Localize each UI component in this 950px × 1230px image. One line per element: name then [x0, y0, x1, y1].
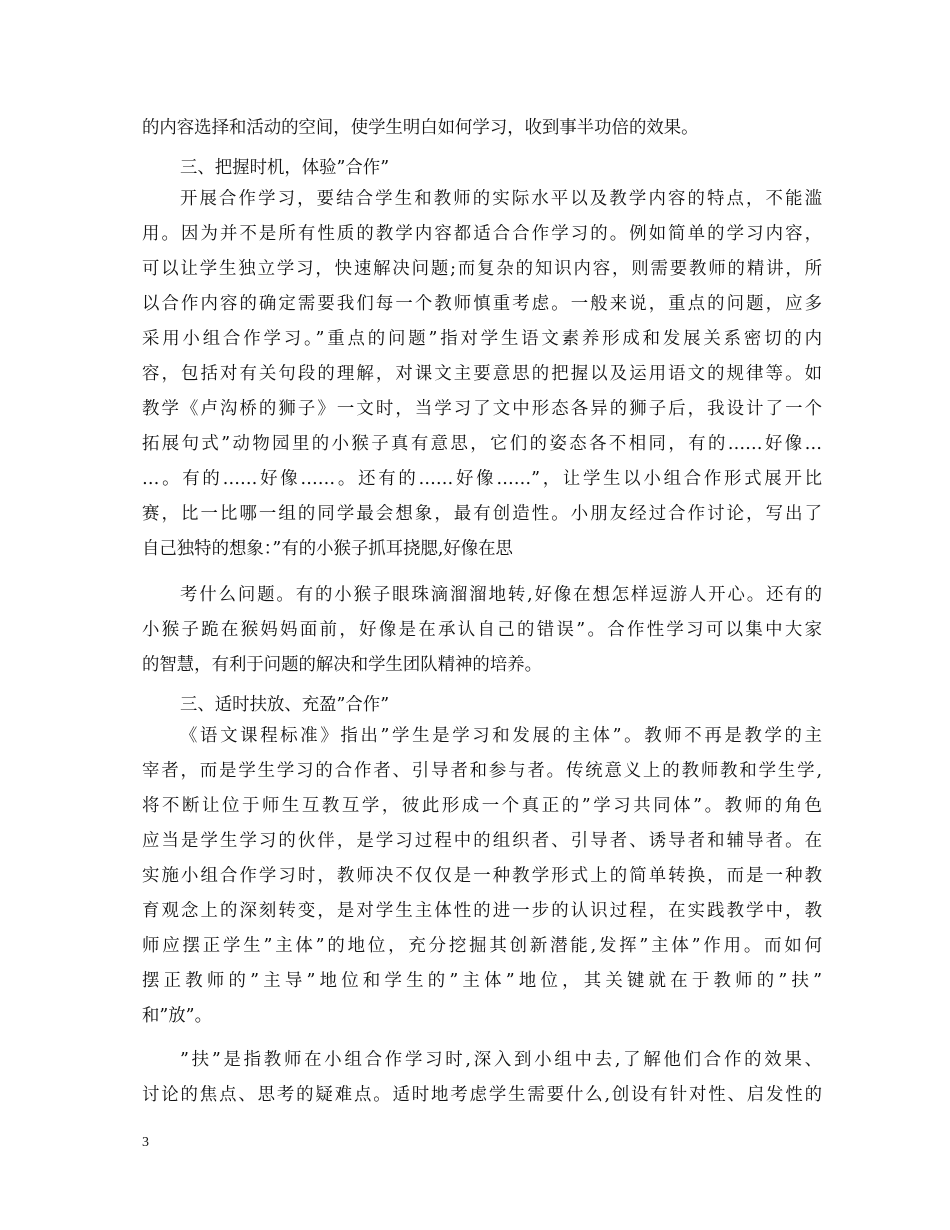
text-line: 拓展句式”动物园里的小猴子真有意思，它们的姿态各不相同，有的……好像…	[142, 434, 822, 454]
text-line: 宰者，而是学生学习的合作者、引导者和参与者。传统意义上的教师教和学生学,	[142, 761, 822, 781]
section-heading: 三、把握时机，体验”合作”	[180, 158, 390, 178]
text-line: 采用小组合作学习。”重点的问题”指对学生语文素养形成和发展关系密切的内	[142, 329, 822, 349]
text-line: 将不断让位于师生互教互学，彼此形成一个真正的”学习共同体”。教师的角色	[142, 796, 822, 816]
text-line: 师应摆正学生”主体”的地位，充分挖掘其创新潜能,发挥”主体”作用。而如何	[142, 936, 822, 956]
section-heading: 三、适时扶放、充盈”合作”	[180, 695, 390, 715]
text-line: 开展合作学习，要结合学生和教师的实际水平以及教学内容的特点，不能滥	[180, 189, 822, 209]
text-line: 小猴子跪在猴妈妈面前，好像是在承认自己的错误”。合作性学习可以集中大家	[142, 620, 822, 640]
text-line: 考什么问题。有的小猴子眼珠滴溜溜地转,好像在想怎样逗游人开心。还有的	[180, 585, 822, 605]
text-line: 讨论的焦点、思考的疑难点。适时地考虑学生需要什么,创设有针对性、启发性的	[142, 1085, 822, 1105]
text-line: 用。因为并不是所有性质的教学内容都适合合作学习的。例如简单的学习内容，	[142, 224, 822, 244]
text-line: 以合作内容的确定需要我们每一个教师慎重考虑。一般来说，重点的问题，应多	[142, 294, 822, 314]
text-line: ”扶”是指教师在小组合作学习时,深入到小组中去,了解他们合作的效果、	[180, 1050, 822, 1070]
text-line: 的内容选择和活动的空间，使学生明白如何学习，收到事半功倍的效果。	[142, 118, 699, 138]
text-line: 容，包括对有关句段的理解，对课文主要意思的把握以及运用语文的规律等。如	[142, 364, 822, 384]
text-line: 育观念上的深刻转变，是对学生主体性的进一步的认识过程，在实践教学中，教	[142, 901, 822, 921]
text-line: 应当是学生学习的伙伴，是学习过程中的组织者、引导者、诱导者和辅导者。在	[142, 831, 822, 851]
text-line: 自己独特的想象：”有的小猴子抓耳挠腮,好像在思	[142, 539, 513, 559]
text-line: …。有的……好像……。还有的……好像……”，让学生以小组合作形式展开比	[142, 469, 822, 489]
text-line: 赛，比一比哪一组的同学最会想象，最有创造性。小朋友经过合作讨论，写出了	[142, 504, 822, 524]
text-line: 摆正教师的”主导”地位和学生的”主体”地位，其关键就在于教师的”扶”	[142, 971, 822, 991]
text-line: 教学《卢沟桥的狮子》一文时，当学习了文中形态各异的狮子后，我设计了一个	[142, 399, 822, 419]
text-line: 实施小组合作学习时，教师决不仅仅是一种教学形式上的简单转换，而是一种教	[142, 866, 822, 886]
page-number: 3	[142, 1135, 149, 1150]
text-line: 的智慧，有利于问题的解决和学生团队精神的培养。	[142, 655, 542, 675]
text-line: 和”放”。	[142, 1006, 212, 1026]
text-line: 可以让学生独立学习，快速解决问题;而复杂的知识内容，则需要教师的精讲，所	[142, 259, 822, 279]
text-line: 《语文课程标准》指出”学生是学习和发展的主体”。教师不再是教学的主	[180, 726, 822, 746]
